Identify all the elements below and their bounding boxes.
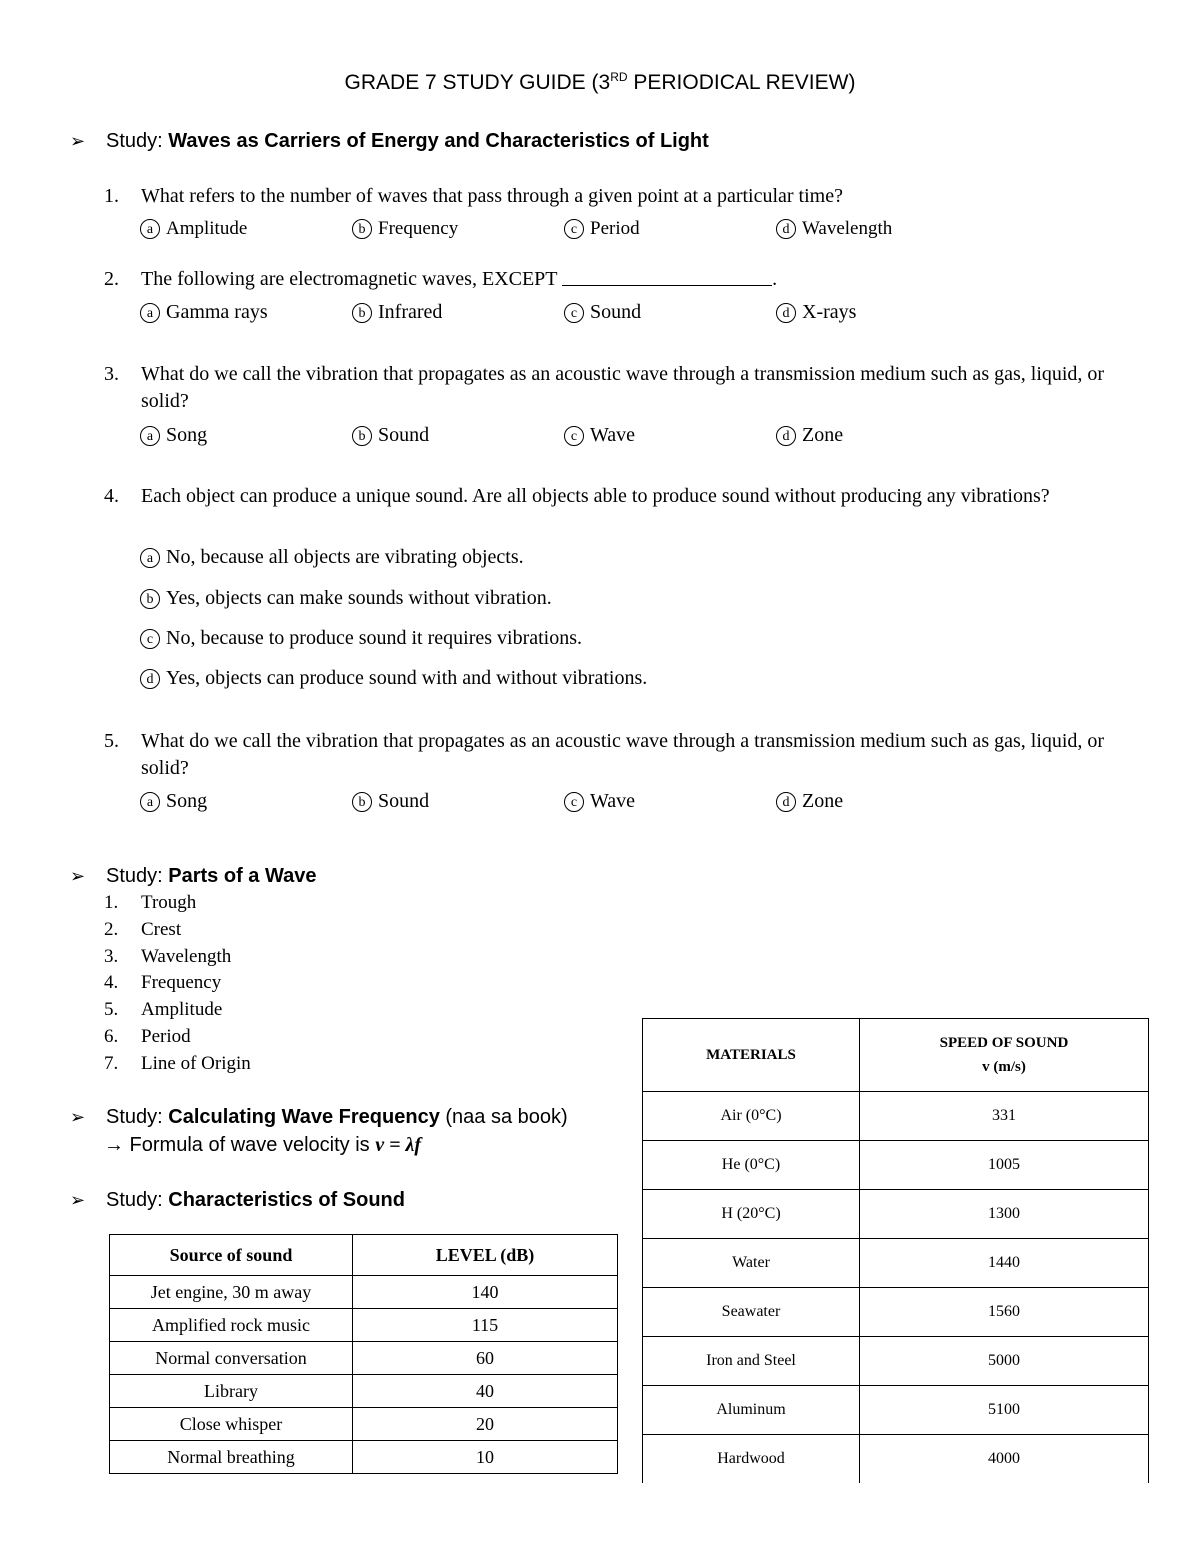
table-cell: 331 bbox=[860, 1092, 1149, 1141]
circle-letter-icon: a bbox=[140, 792, 160, 812]
table-row bbox=[643, 1288, 1149, 1337]
table-cell: 10 bbox=[353, 1441, 618, 1474]
list-item: 4. Frequency bbox=[104, 972, 222, 994]
option-a[interactable]: a Amplitude bbox=[140, 218, 247, 240]
arrow-bullet-icon: ➢ bbox=[70, 1190, 86, 1210]
option-b[interactable]: b Frequency bbox=[352, 218, 458, 240]
table-row bbox=[643, 1190, 1149, 1239]
list-item: 1. Trough bbox=[104, 892, 197, 913]
circle-letter-icon: a bbox=[140, 303, 160, 323]
option-c[interactable]: c Wave bbox=[564, 424, 635, 447]
option-a[interactable]: a Gamma rays bbox=[140, 301, 268, 324]
table-row bbox=[110, 1309, 618, 1342]
table-cell: 40 bbox=[353, 1375, 618, 1408]
right-arrow-icon: → bbox=[104, 1134, 124, 1156]
option-d[interactable]: d Wavelength bbox=[776, 218, 892, 240]
circle-letter-icon: c bbox=[564, 426, 584, 446]
option-d[interactable]: d Zone bbox=[776, 790, 843, 813]
table-cell: 1440 bbox=[860, 1239, 1149, 1288]
table-cell: Air (0°C) bbox=[643, 1092, 860, 1141]
circle-letter-icon: c bbox=[564, 219, 584, 239]
table-row bbox=[643, 1092, 1149, 1141]
option-c[interactable]: c Period bbox=[564, 218, 640, 240]
circle-letter-icon: a bbox=[140, 426, 160, 446]
speed-of-sound-table bbox=[642, 1018, 1149, 1483]
option-a[interactable]: a Song bbox=[140, 424, 207, 447]
option-a[interactable]: a No, because all objects are vibrating objects. bbox=[140, 546, 524, 569]
list-item: 7. Line of Origin bbox=[104, 1052, 251, 1074]
table-cell: 5100 bbox=[860, 1386, 1149, 1435]
formula-line: → Formula of wave velocity is v = λf bbox=[104, 1134, 422, 1156]
table-cell: 20 bbox=[353, 1408, 618, 1441]
table-cell: 5000 bbox=[860, 1337, 1149, 1386]
table-cell: Jet engine, 30 m away bbox=[110, 1276, 353, 1309]
circle-letter-icon: c bbox=[564, 792, 584, 812]
table-header-row bbox=[110, 1235, 618, 1276]
circle-letter-icon: a bbox=[140, 219, 160, 239]
table-row bbox=[110, 1276, 618, 1309]
circle-letter-icon: b bbox=[352, 219, 372, 239]
circle-letter-icon: d bbox=[776, 219, 796, 239]
circle-letter-icon: b bbox=[352, 303, 372, 323]
table-row bbox=[643, 1141, 1149, 1190]
circle-letter-icon: c bbox=[564, 303, 584, 323]
table-row bbox=[643, 1386, 1149, 1435]
option-b[interactable]: b Sound bbox=[352, 790, 429, 813]
table-row bbox=[110, 1375, 618, 1408]
table-row bbox=[643, 1239, 1149, 1288]
question-5: 5. What do we call the vibration that propagates as an acoustic wave through a transmission medium such as gas, liquid, or solid? bbox=[104, 730, 1105, 779]
table-cell: 1005 bbox=[860, 1141, 1149, 1190]
sound-level-table bbox=[109, 1234, 618, 1474]
circle-letter-icon: d bbox=[776, 303, 796, 323]
table-cell: Water bbox=[643, 1239, 860, 1288]
table-cell: Library bbox=[110, 1375, 353, 1408]
table-row bbox=[643, 1337, 1149, 1386]
table-cell: Seawater bbox=[643, 1288, 860, 1337]
column-header: Source of sound bbox=[110, 1235, 353, 1276]
option-d[interactable]: d Yes, objects can produce sound with and without vibrations. bbox=[140, 667, 647, 690]
column-header: LEVEL (dB) bbox=[353, 1235, 618, 1276]
study-heading-frequency: ➢ Study: Calculating Wave Frequency (naa sa book) bbox=[70, 1106, 568, 1128]
wave-parts-list bbox=[104, 890, 251, 1078]
list-item: 3. Wavelength bbox=[104, 945, 232, 967]
table-cell: Normal breathing bbox=[110, 1441, 353, 1474]
table-cell: Amplified rock music bbox=[110, 1309, 353, 1342]
table-cell: H (20°C) bbox=[643, 1190, 860, 1239]
circle-letter-icon: b bbox=[352, 426, 372, 446]
table-row bbox=[110, 1408, 618, 1441]
table-cell: 1560 bbox=[860, 1288, 1149, 1337]
table-cell: 115 bbox=[353, 1309, 618, 1342]
table-cell: Hardwood bbox=[643, 1435, 860, 1484]
page-title: GRADE 7 STUDY GUIDE (3RD PERIODICAL REVIEW) bbox=[344, 70, 856, 94]
circle-letter-icon: d bbox=[140, 669, 160, 689]
table-cell: 4000 bbox=[860, 1435, 1149, 1484]
option-b[interactable]: b Infrared bbox=[352, 301, 442, 324]
arrow-bullet-icon: ➢ bbox=[70, 131, 86, 151]
option-d[interactable]: d Zone bbox=[776, 424, 843, 447]
table-row bbox=[110, 1342, 618, 1375]
column-header: SPEED OF SOUND v (m/s) bbox=[860, 1019, 1149, 1092]
table-cell: He (0°C) bbox=[643, 1141, 860, 1190]
option-a[interactable]: a Song bbox=[140, 790, 207, 813]
study-heading-sound: ➢ Study: Characteristics of Sound bbox=[70, 1189, 405, 1211]
option-c[interactable]: c Sound bbox=[564, 301, 641, 324]
table-cell: Iron and Steel bbox=[643, 1337, 860, 1386]
option-c[interactable]: c Wave bbox=[564, 790, 635, 813]
table-cell: Close whisper bbox=[110, 1408, 353, 1441]
circle-letter-icon: b bbox=[352, 792, 372, 812]
arrow-bullet-icon: ➢ bbox=[70, 1107, 86, 1127]
table-cell: 140 bbox=[353, 1276, 618, 1309]
option-b[interactable]: b Sound bbox=[352, 424, 429, 447]
list-item: 6. Period bbox=[104, 1025, 191, 1047]
list-item: 2. Crest bbox=[104, 918, 182, 940]
table-cell: 1300 bbox=[860, 1190, 1149, 1239]
table-row bbox=[643, 1435, 1149, 1484]
circle-letter-icon: d bbox=[776, 792, 796, 812]
circle-letter-icon: a bbox=[140, 548, 160, 568]
question-3: 3. What do we call the vibration that propagates as an acoustic wave through a transmission medium such as gas, liquid, or solid? bbox=[104, 363, 1105, 412]
option-c[interactable]: c No, because to produce sound it requires vibrations. bbox=[140, 627, 582, 650]
table-header-row bbox=[643, 1019, 1149, 1092]
question-1: 1. What refers to the number of waves that pass through a given point at a particular time? bbox=[104, 185, 843, 207]
column-header: MATERIALS bbox=[643, 1019, 860, 1092]
answer-blank bbox=[562, 267, 772, 286]
option-d[interactable]: d X-rays bbox=[776, 301, 856, 324]
question-2: 2. The following are electromagnetic waves, EXCEPT . bbox=[104, 268, 778, 290]
table-cell: Aluminum bbox=[643, 1386, 860, 1435]
table-row bbox=[110, 1441, 618, 1474]
option-b[interactable]: b Yes, objects can make sounds without vibration. bbox=[140, 587, 552, 610]
list-item: 5. Amplitude bbox=[104, 999, 223, 1021]
circle-letter-icon: d bbox=[776, 426, 796, 446]
circle-letter-icon: b bbox=[140, 589, 160, 609]
question-4: 4. Each object can produce a unique sound. Are all objects able to produce sound without producing any vibrations? bbox=[104, 485, 1050, 507]
study-heading-parts: ➢ Study: Parts of a Wave bbox=[70, 865, 317, 887]
table-cell: Normal conversation bbox=[110, 1342, 353, 1375]
circle-letter-icon: c bbox=[140, 629, 160, 649]
table-cell: 60 bbox=[353, 1342, 618, 1375]
study-heading-waves: ➢ Study: Waves as Carriers of Energy and Characteristics of Light bbox=[70, 130, 709, 152]
arrow-bullet-icon: ➢ bbox=[70, 866, 86, 886]
